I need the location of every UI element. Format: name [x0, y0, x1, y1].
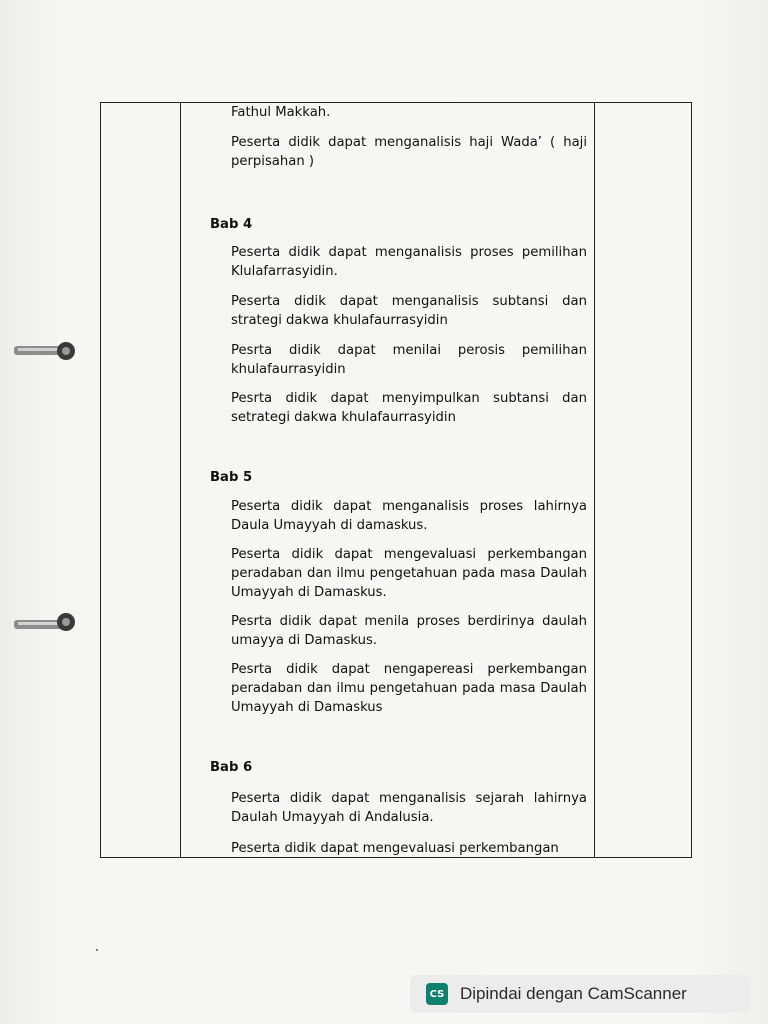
watermark-label: Dipindai dengan CamScanner [460, 984, 687, 1003]
table-column-divider-left [180, 103, 181, 857]
objective-item: Peserta didik dapat mengevaluasi perkembangan peradaban dan ilmu pengetahuan pada masa Daulah Umayyah di Damaskus. [231, 547, 587, 600]
objective-item: Peserta didik dapat menganalisis sejarah lahirnya Daulah Umayyah di Andalusia. [231, 791, 587, 825]
objective-item: Peserta didik dapat mengevaluasi perkembangan [231, 841, 559, 856]
objective-item: Pesrta didik dapat menila proses berdirinya daulah umayya di Damaskus. [231, 614, 587, 648]
binder-clip-bottom [14, 612, 76, 634]
objective-item: Pesrta didik dapat menyimpulkan subtansi dan setrategi dakwa khulafaurrasyidin [231, 391, 587, 425]
objective-item: Pesrta didik dapat nengapereasi perkembangan peradaban dan ilmu pengetahuan pada masa Daulah Umayyah di Damaskus [231, 662, 587, 715]
chapter-heading: Bab 4 [210, 217, 253, 232]
table-column-divider-right [594, 103, 595, 857]
objective-item: Peserta didik dapat menganalisis haji Wada’ ( haji perpisahan ) [231, 135, 587, 169]
chapter-heading: Bab 5 [210, 470, 253, 485]
content-table [100, 102, 692, 858]
continuation-text: Fathul Makkah. [231, 105, 331, 120]
objective-item: Peserta didik dapat menganalisis proses pemilihan Klulafarrasyidin. [231, 245, 587, 279]
scan-speck [96, 949, 98, 951]
chapter-heading: Bab 6 [210, 760, 253, 775]
camscanner-watermark [410, 975, 750, 1013]
objective-item: Peserta didik dapat menganalisis subtansi dan strategi dakwa khulafaurrasyidin [231, 294, 587, 328]
objective-item: Pesrta didik dapat menilai perosis pemilihan khulafaurrasyidin [231, 343, 587, 377]
objective-item: Peserta didik dapat menganalisis proses lahirnya Daula Umayyah di damaskus. [231, 499, 587, 533]
camscanner-logo-icon: CS [426, 983, 448, 1005]
binder-clip-top [14, 340, 76, 362]
